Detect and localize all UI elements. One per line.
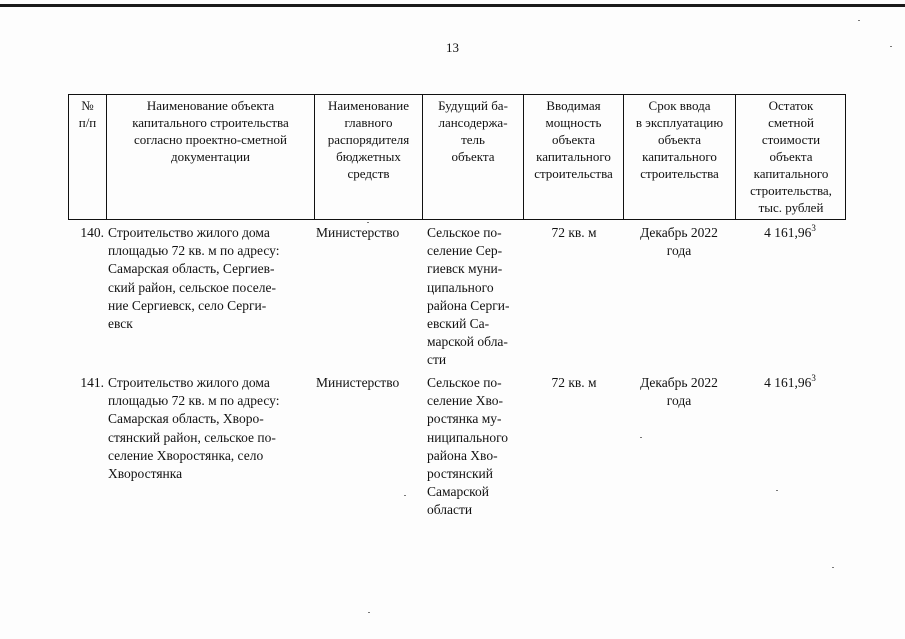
- scan-speck: [858, 20, 860, 21]
- header-capacity: Вводимая мощность объекта капитального строительства: [524, 95, 624, 219]
- scan-speck: [776, 490, 778, 491]
- object-name: Строительство жилого дома площадью 72 кв. м по адресу: Самарская область, Сергиев- ский район, сельское поселе- ние Сергиевск, село Серги- евск: [108, 225, 280, 332]
- header-remaining-cost: Остаток сметной стоимости объекта капитального строительства, тыс. рублей: [750, 98, 832, 215]
- scan-speck: [404, 495, 406, 496]
- future-holder: Сельское по- селение Сер- гиевск муни- ципального района Серги- евский Са- марской обла- сти: [427, 225, 510, 368]
- scan-speck: [367, 222, 369, 223]
- top-border-line: [0, 4, 905, 7]
- scan-speck: [368, 612, 370, 613]
- header-future-holder: Будущий ба- лансодержа- тель объекта: [423, 95, 524, 219]
- budget-distributor: Министерство: [316, 225, 400, 240]
- cost-value: 4 161,96: [764, 375, 812, 390]
- header-deadline: Срок ввода в эксплуатацию объекта капитального строительства: [624, 95, 736, 219]
- budget-distributor: Министерство: [316, 375, 400, 390]
- capacity: 72 кв. м: [551, 225, 597, 240]
- header-budget-distributor: Наименование главного распорядителя бюджетных средств: [315, 95, 423, 219]
- cost-footnote-mark: 3: [811, 372, 816, 383]
- header-object-name: Наименование объекта капитального строительства согласно проектно-сметной документации: [107, 95, 315, 219]
- cost-footnote-mark: 3: [811, 222, 816, 233]
- row-number: 140.: [80, 225, 104, 240]
- scan-speck: [832, 567, 834, 568]
- capacity: 72 кв. м: [551, 375, 597, 390]
- future-holder: Сельское по- селение Хво- ростянка му- ниципального района Хво- ростянский Самарской области: [427, 375, 509, 518]
- table-header: [68, 94, 846, 220]
- deadline: Декабрь 2022 года: [640, 375, 718, 409]
- page-number: 13: [446, 40, 459, 55]
- object-name: Строительство жилого дома площадью 72 кв. м по адресу: Самарская область, Хворо- стянский район, сельское по- селение Хворостянка, село Хворостянка: [108, 375, 280, 482]
- deadline: Декабрь 2022 года: [640, 225, 718, 259]
- cost-value: 4 161,96: [764, 225, 812, 240]
- remaining-cost: [735, 224, 845, 242]
- row-number: 141.: [80, 375, 104, 390]
- header-number: № п/п: [69, 95, 107, 219]
- scan-speck: [640, 437, 642, 438]
- scan-speck: [890, 46, 892, 47]
- remaining-cost: [735, 374, 845, 392]
